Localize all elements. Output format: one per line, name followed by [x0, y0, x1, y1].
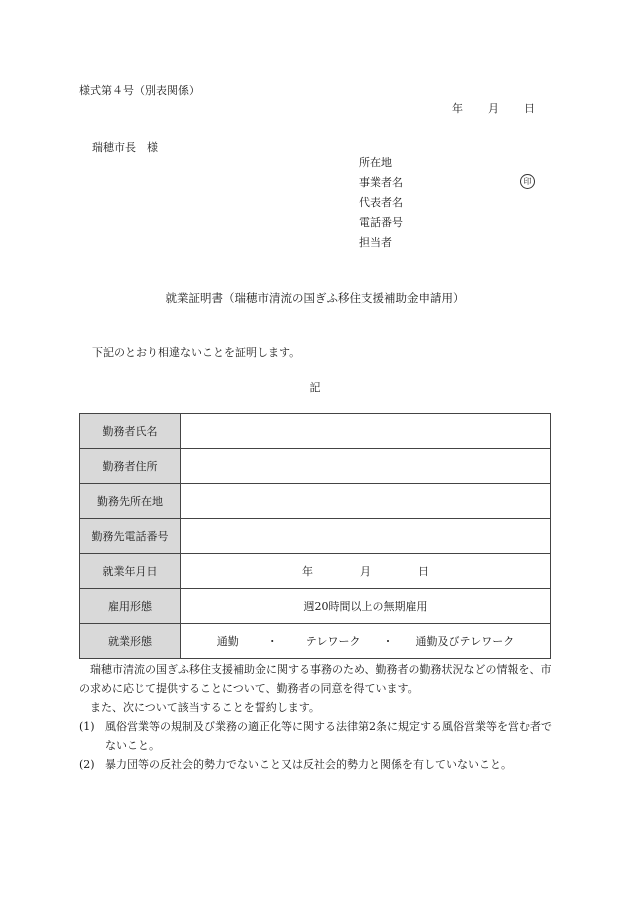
pledge-item-2 — [79, 755, 554, 774]
item-text: 暴力団等の反社会的勢力でないこと又は反社会的勢力と関係を有していないこと。 — [105, 758, 512, 771]
table-row — [80, 624, 551, 659]
separator: ・ — [266, 635, 278, 648]
form-number: 様式第４号（別表関係） — [79, 84, 200, 97]
notes-section — [79, 660, 554, 774]
employment-date-field[interactable] — [181, 554, 551, 589]
consent-text: 瑞穂市清流の国ぎふ移住支援補助金に関する事務のため、勤務者の勤務状況などの情報を、市の求めに応じて提供することについて、勤務者の同意を得ています。 — [79, 663, 552, 695]
work-style-both[interactable]: 通勤及びテレワーク — [415, 635, 515, 648]
intro-text: 下記のとおり相違ないことを証明します。 — [92, 346, 301, 359]
worker-address-label: 勤務者住所 — [80, 449, 181, 484]
address-label: 所在地 — [359, 156, 392, 169]
issue-date — [452, 100, 535, 116]
employment-date-day: 日 — [418, 565, 429, 578]
table-row — [80, 449, 551, 484]
employment-date-year: 年 — [302, 565, 313, 578]
table-row — [80, 519, 551, 554]
workplace-phone-label: 勤務先電話番号 — [80, 519, 181, 554]
applicant-block — [359, 155, 403, 255]
item-number: (1) — [79, 720, 95, 733]
workplace-address-label: 勤務先所在地 — [80, 484, 181, 519]
date-year: 年 — [452, 102, 463, 115]
addressee: 瑞穂市長 様 — [92, 141, 158, 154]
employment-type-value: 週20時間以上の無期雇用 — [181, 589, 551, 624]
work-style-telework[interactable]: テレワーク — [305, 635, 361, 648]
employment-date-label: 就業年月日 — [80, 554, 181, 589]
phone-label: 電話番号 — [359, 216, 403, 229]
table-row — [80, 554, 551, 589]
document-title: 就業証明書（瑞穂市清流の国ぎふ移住支援補助金申請用） — [165, 291, 465, 305]
pledge-text: また、次について該当することを誓約します。 — [90, 701, 320, 714]
pledge-item-1 — [79, 717, 554, 755]
employment-info-table — [79, 413, 551, 659]
work-style-commute[interactable]: 通勤 — [216, 635, 239, 648]
work-style-options — [181, 624, 551, 659]
seal-mark: 印 — [520, 174, 535, 189]
workplace-phone-field[interactable] — [181, 519, 551, 554]
business-name-label: 事業者名 — [359, 176, 403, 189]
worker-name-field[interactable] — [181, 414, 551, 449]
ki-heading: 記 — [309, 381, 321, 394]
workplace-address-field[interactable] — [181, 484, 551, 519]
representative-label: 代表者名 — [359, 196, 403, 209]
worker-name-label: 勤務者氏名 — [80, 414, 181, 449]
item-number: (2) — [79, 758, 95, 771]
person-in-charge-label: 担当者 — [359, 236, 392, 249]
worker-address-field[interactable] — [181, 449, 551, 484]
item-text: 風俗営業等の規制及び業務の適正化等に関する法律第2条に規定する風俗営業等を営む者でないこと。 — [105, 720, 552, 752]
date-day: 日 — [524, 102, 535, 115]
work-style-label: 就業形態 — [80, 624, 181, 659]
employment-date-month: 月 — [360, 565, 371, 578]
employment-type-label: 雇用形態 — [80, 589, 181, 624]
table-row — [80, 414, 551, 449]
table-row — [80, 484, 551, 519]
table-row — [80, 589, 551, 624]
date-month: 月 — [488, 102, 499, 115]
separator: ・ — [382, 635, 394, 648]
